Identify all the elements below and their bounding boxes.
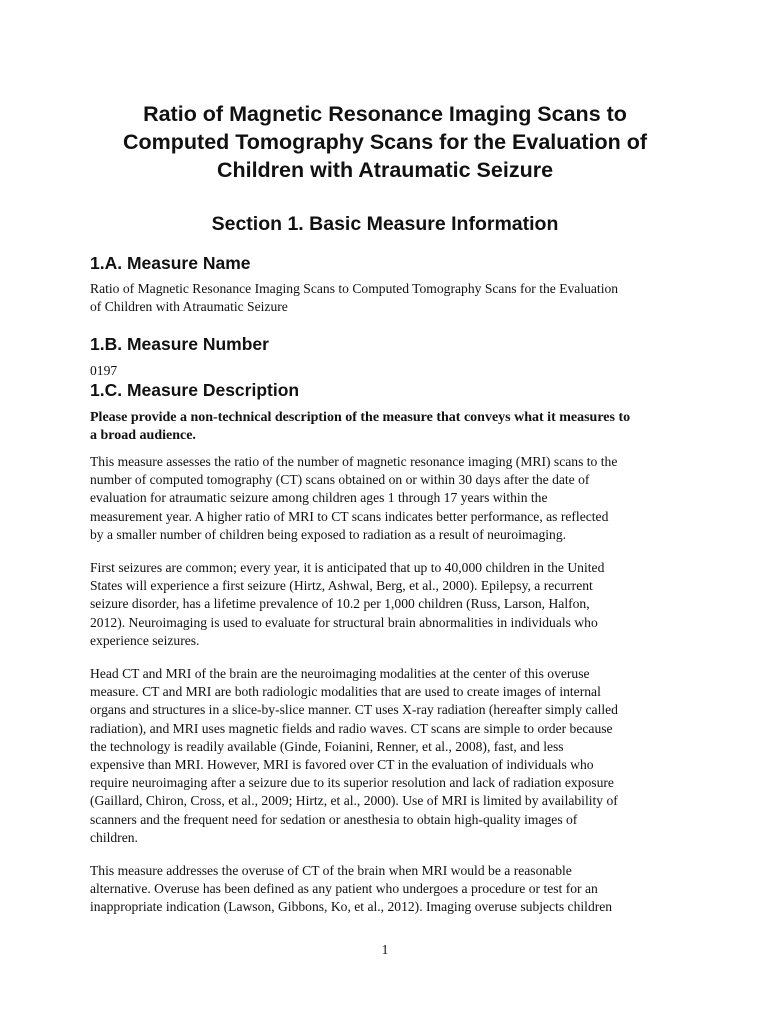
text-line: scanners and the frequent need for sedation or anesthesia to obtain high-quality images of (90, 811, 578, 827)
description-paragraph-3 (90, 665, 690, 847)
text-line: alternative. Overuse has been defined as any patient who undergoes a procedure or test for an (90, 881, 598, 897)
measure-number-heading: 1.B. Measure Number (90, 334, 269, 354)
section-title: Section 1. Basic Measure Information (211, 213, 559, 235)
text-line: the technology is readily available (Ginde, Foianini, Renner, et al., 2008), fast, and less (90, 738, 564, 754)
text-line: evaluation for atraumatic seizure among children ages 1 through 17 years within the (90, 490, 548, 506)
text-line: by a smaller number of children being exposed to radiation as a result of neuroimaging. (90, 526, 567, 542)
text-line: (Gaillard, Chiron, Cross, et al., 2009; Hirtz, et al., 2000). Use of MRI is limited by availability of (90, 793, 618, 809)
document-title (80, 100, 690, 184)
text-line: measure. CT and MRI are both radiologic modalities that are used to create images of internal (90, 684, 601, 700)
measure-number-value (90, 362, 690, 380)
text-line: organs and structures in a slice-by-slice manner. CT uses X-ray radiation (hereafter simply called (90, 702, 618, 718)
text-line: of Children with Atraumatic Seizure (90, 299, 288, 315)
text-line: expensive than MRI. However, MRI is favored over CT in the evaluation of individuals who (90, 757, 594, 773)
text-line: radiation), and MRI uses magnetic fields and radio waves. CT scans are simple to order because (90, 720, 613, 736)
text-line: measurement year. A higher ratio of MRI to CT scans indicates better performance, as reflected (90, 508, 609, 524)
page-number: 1 (381, 942, 389, 957)
text-line: experience seizures. (90, 632, 200, 648)
text-line: 2012). Neuroimaging is used to evaluate for structural brain abnormalities in individuals who (90, 614, 598, 630)
description-paragraph-4 (90, 862, 690, 917)
text-line: inappropriate indication (Lawson, Gibbons, Ko, et al., 2012). Imaging overuse subjects children (90, 899, 613, 915)
description-paragraph-1 (90, 453, 690, 544)
text-line: require neuroimaging after a seizure due to its superior resolution and lack of radiation exposure (90, 775, 614, 791)
description-prompt (90, 409, 690, 445)
title-line: Computed Tomography Scans for the Evaluation of (123, 130, 647, 154)
text-line: a broad audience. (90, 428, 196, 444)
text-line: This measure addresses the overuse of CT of the brain when MRI would be a reasonable (90, 863, 572, 878)
title-line: Children with Atraumatic Seizure (216, 158, 554, 182)
text-line: seizure disorder, has a lifetime prevalence of 10.2 per 1,000 children (Russ, Larson, Halfon, (90, 596, 590, 612)
text-line: Ratio of Magnetic Resonance Imaging Scans to Computed Tomography Scans for the Evaluation (90, 281, 619, 296)
text-line: First seizures are common; every year, it is anticipated that up to 40,000 children in the United (90, 560, 605, 575)
text-line: This measure assesses the ratio of the number of magnetic resonance imaging (MRI) scans to the (90, 454, 618, 469)
text-line: 0197 (90, 363, 118, 378)
title-line: Ratio of Magnetic Resonance Imaging Scans to (143, 102, 627, 126)
measure-description-heading: 1.C. Measure Description (90, 380, 300, 400)
text-line: Please provide a non-technical description of the measure that conveys what it measures to (90, 410, 631, 425)
text-line: children. (90, 829, 138, 845)
measure-name-text (90, 280, 690, 316)
text-line: States will experience a first seizure (Hirtz, Ashwal, Berg, et al., 2000). Epilepsy, a recurrent (90, 578, 593, 594)
measure-name-heading: 1.A. Measure Name (90, 253, 251, 273)
text-line: Head CT and MRI of the brain are the neuroimaging modalities at the center of this overuse (90, 666, 590, 681)
description-paragraph-2 (90, 559, 690, 650)
text-line: number of computed tomography (CT) scans obtained on or within 30 days after the date of (90, 472, 590, 488)
